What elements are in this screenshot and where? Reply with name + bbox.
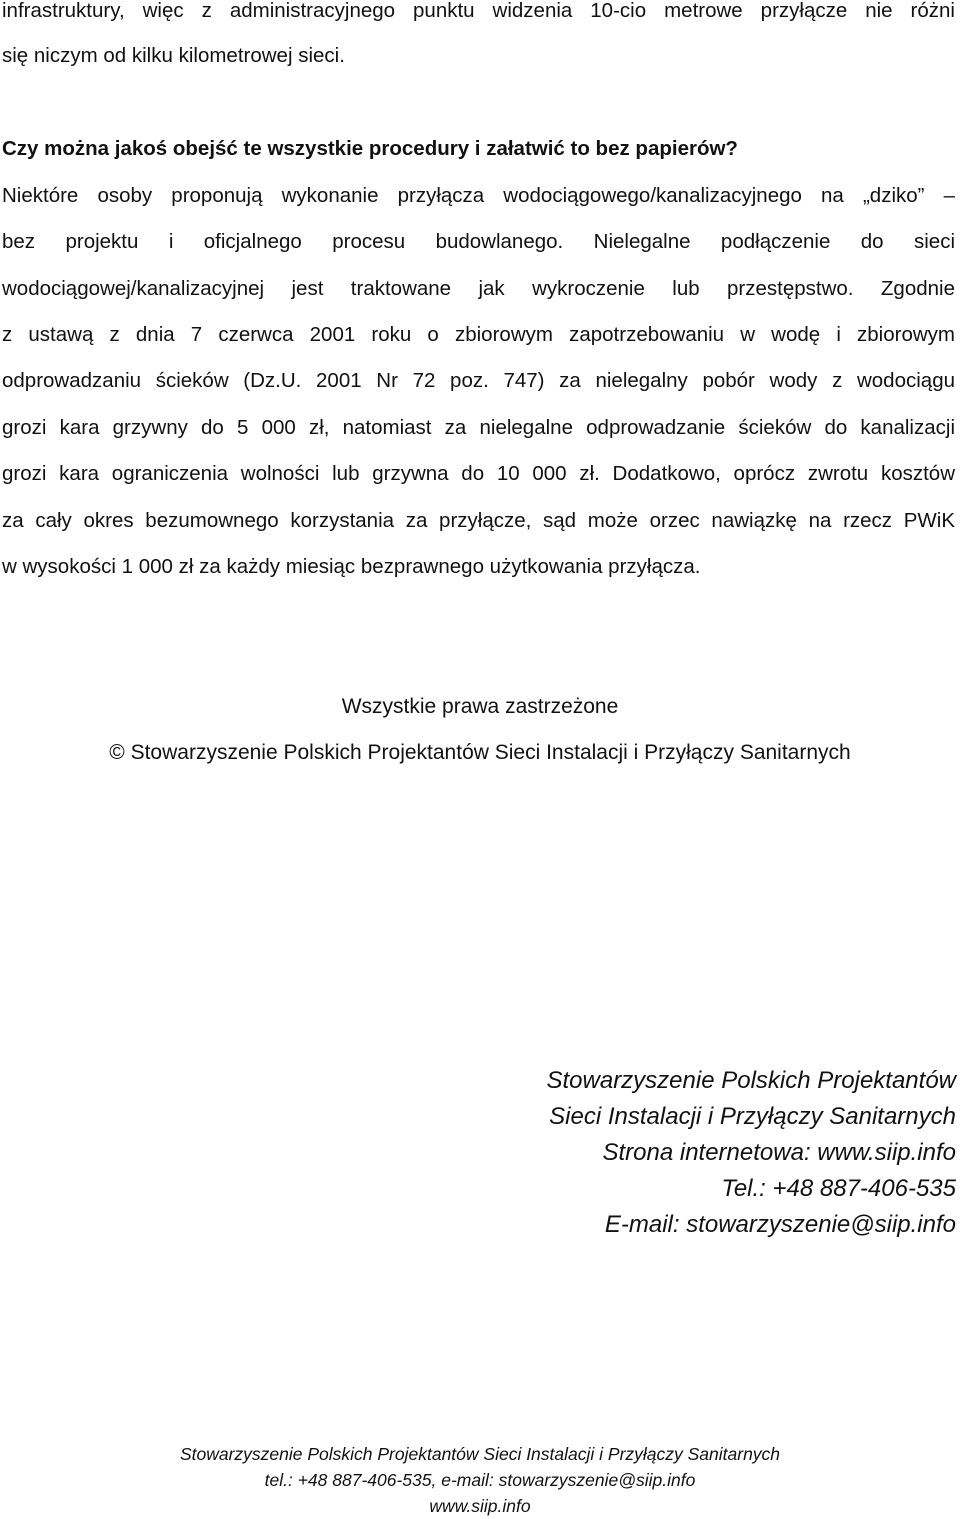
section-heading: Czy można jakoś obejść te wszystkie procedury i załatwić to bez papierów? bbox=[2, 137, 738, 160]
paragraph-line: Niektóre osoby proponują wykonanie przyłącza wodociągowego/kanalizacyjnego na „dziko” – bbox=[2, 184, 955, 207]
phone-line: Tel.: +48 887-406-535 bbox=[721, 1175, 956, 1202]
paragraph-line: w wysokości 1 000 zł za każdy miesiąc bezprawnego użytkowania przyłącza. bbox=[2, 555, 701, 578]
paragraph-line: z ustawą z dnia 7 czerwca 2001 roku o zbiorowym zapotrzebowaniu w wodę i zbiorowym bbox=[2, 323, 955, 346]
paragraph-line: infrastruktury, więc z administracyjnego punktu widzenia 10-cio metrowe przyłącze nie różni bbox=[2, 0, 955, 22]
rights-reserved: Wszystkie prawa zastrzeżone bbox=[341, 695, 619, 718]
paragraph-line: grozi kara ograniczenia wolności lub grzywna do 10 000 zł. Dodatkowo, oprócz zwrotu kosztów bbox=[2, 462, 955, 485]
footer-website: www.siip.info bbox=[429, 1496, 531, 1516]
paragraph-line: za cały okres bezumownego korzystania za przyłącze, sąd może orzec nawiązkę na rzecz PWiK bbox=[2, 509, 955, 532]
paragraph-line: wodociągowej/kanalizacyjnej jest traktowane jak wykroczenie lub przestępstwo. Zgodnie bbox=[2, 277, 955, 300]
paragraph-line: odprowadzaniu ścieków (Dz.U. 2001 Nr 72 poz. 747) za nielegalny pobór wody z wodociągu bbox=[2, 369, 955, 392]
footer-contact: tel.: +48 887-406-535, e-mail: stowarzyszenie@siip.info bbox=[264, 1470, 696, 1490]
footer-organization: Stowarzyszenie Polskich Projektantów Sieci Instalacji i Przyłączy Sanitarnych bbox=[179, 1444, 781, 1464]
paragraph-line: grozi kara grzywny do 5 000 zł, natomiast za nielegalne odprowadzanie ścieków do kanalizacji bbox=[2, 416, 955, 439]
email-line: E-mail: stowarzyszenie@siip.info bbox=[604, 1211, 956, 1238]
paragraph-line: bez projektu i oficjalnego procesu budowlanego. Nielegalne podłączenie do sieci bbox=[2, 230, 955, 253]
paragraph-line: się niczym od kilku kilometrowej sieci. bbox=[2, 44, 345, 67]
copyright-notice: © Stowarzyszenie Polskich Projektantów Sieci Instalacji i Przyłączy Sanitarnych bbox=[109, 741, 851, 764]
organization-name-line2: Sieci Instalacji i Przyłączy Sanitarnych bbox=[549, 1103, 956, 1130]
organization-name-line1: Stowarzyszenie Polskich Projektantów bbox=[546, 1067, 956, 1094]
website-line: Strona internetowa: www.siip.info bbox=[602, 1139, 956, 1166]
